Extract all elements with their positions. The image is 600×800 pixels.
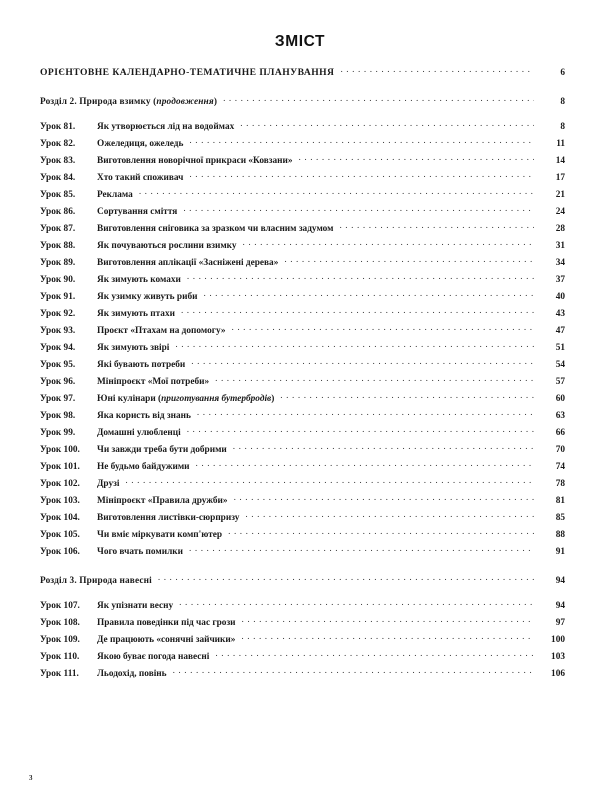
toc-entry-label: Урок 86. bbox=[40, 207, 76, 218]
toc-entry-page-number: 85 bbox=[555, 513, 565, 524]
toc-entry-label: Урок 90. bbox=[40, 275, 76, 286]
toc-entry-page-number: 103 bbox=[551, 652, 565, 663]
dot-leader bbox=[284, 256, 534, 265]
toc-entry-label: Урок 83. bbox=[40, 156, 76, 167]
toc-entry-page-number: 6 bbox=[560, 68, 565, 79]
toc-entry-page-number: 37 bbox=[555, 275, 565, 286]
dot-leader bbox=[203, 290, 534, 299]
dot-leader bbox=[215, 375, 534, 384]
toc-entry-label: Урок 108. bbox=[40, 618, 80, 629]
toc-entry-label: Урок 92. bbox=[40, 309, 76, 320]
toc-entry-title: Якою буває погода навесні bbox=[97, 652, 210, 663]
toc-entry-page-number: 70 bbox=[555, 445, 565, 456]
toc-entry-title: Правила поведінки під час грози bbox=[97, 618, 236, 629]
toc-entry-title: Виготовлення листівки-сюрпризу bbox=[97, 513, 240, 524]
dot-leader bbox=[243, 239, 534, 248]
toc-section-row[interactable] bbox=[40, 66, 565, 83]
toc-entry-title: Юні кулінари (приготування бутербродів) bbox=[97, 394, 275, 405]
toc-lesson-row[interactable] bbox=[40, 324, 565, 341]
toc-entry-title: Як упізнати весну bbox=[97, 601, 174, 612]
toc-lesson-row[interactable] bbox=[40, 460, 565, 477]
toc-lesson-row[interactable] bbox=[40, 239, 565, 256]
toc-entry-title-italic: приготування бутербродів bbox=[161, 394, 272, 405]
toc-entry-page-number: 91 bbox=[555, 547, 565, 558]
dot-leader bbox=[189, 137, 534, 146]
toc-entry-title: Як узимку живуть риби bbox=[97, 292, 198, 303]
toc-section-row[interactable] bbox=[40, 574, 565, 591]
toc-entry-label: Урок 93. bbox=[40, 326, 76, 337]
toc-entry-title: ОРІЄНТОВНЕ КАЛЕНДАРНО-ТЕМАТИЧНЕ ПЛАНУВАННЯ bbox=[40, 67, 335, 79]
toc-lesson-row[interactable] bbox=[40, 171, 565, 188]
toc-entry-title: Розділ 3. Природа навесні bbox=[40, 576, 152, 587]
toc-entry-label: Урок 105. bbox=[40, 530, 80, 541]
toc-lesson-row[interactable] bbox=[40, 154, 565, 171]
dot-leader bbox=[280, 392, 534, 401]
toc-lesson-row[interactable] bbox=[40, 477, 565, 494]
dot-leader bbox=[189, 171, 534, 180]
toc-entry-label: Урок 97. bbox=[40, 394, 76, 405]
toc-entry-label: Урок 89. bbox=[40, 258, 76, 269]
toc-lesson-row[interactable] bbox=[40, 545, 565, 562]
toc-entry-title: Виготовлення сніговика за зразком чи власним задумом bbox=[97, 224, 334, 235]
toc-entry-label: Урок 99. bbox=[40, 428, 76, 439]
toc-lesson-row[interactable] bbox=[40, 650, 565, 667]
toc-entry-label: Урок 88. bbox=[40, 241, 76, 252]
toc-lesson-row[interactable] bbox=[40, 633, 565, 650]
table-of-contents bbox=[40, 66, 565, 684]
toc-entry-page-number: 8 bbox=[560, 122, 565, 133]
dot-leader bbox=[125, 477, 534, 486]
toc-lesson-row[interactable] bbox=[40, 307, 565, 324]
dot-leader bbox=[187, 273, 534, 282]
dot-leader bbox=[339, 222, 534, 231]
toc-entry-page-number: 21 bbox=[555, 190, 565, 201]
toc-entry-label: Урок 102. bbox=[40, 479, 80, 490]
toc-entry-page-number: 94 bbox=[555, 601, 565, 612]
toc-entry-label: Урок 104. bbox=[40, 513, 80, 524]
toc-entry-title: Не будьмо байдужими bbox=[97, 462, 190, 473]
toc-entry-title: Виготовлення аплікації «Засніжені дерева» bbox=[97, 258, 279, 269]
toc-entry-title: Мініпроєкт «Правила дружби» bbox=[97, 496, 228, 507]
dot-leader bbox=[189, 545, 534, 554]
toc-lesson-row[interactable] bbox=[40, 120, 565, 137]
toc-entry-page-number: 66 bbox=[555, 428, 565, 439]
toc-entry-label: Урок 81. bbox=[40, 122, 76, 133]
toc-entry-title-italic: продовження bbox=[156, 97, 214, 108]
toc-entry-page-number: 60 bbox=[555, 394, 565, 405]
toc-lesson-row[interactable] bbox=[40, 375, 565, 392]
toc-entry-page-number: 34 bbox=[555, 258, 565, 269]
dot-leader bbox=[175, 341, 534, 350]
dot-leader bbox=[233, 443, 534, 452]
toc-entry-page-number: 17 bbox=[555, 173, 565, 184]
toc-entry-title: Виготовлення новорічної прикраси «Ковзани» bbox=[97, 156, 293, 167]
toc-entry-label: Урок 96. bbox=[40, 377, 76, 388]
toc-entry-page-number: 97 bbox=[555, 618, 565, 629]
toc-entry-page-number: 40 bbox=[555, 292, 565, 303]
toc-entry-page-number: 51 bbox=[555, 343, 565, 354]
dot-leader bbox=[223, 95, 534, 104]
toc-lesson-row[interactable] bbox=[40, 494, 565, 511]
toc-entry-label: Урок 103. bbox=[40, 496, 80, 507]
toc-entry-title: Як зимують звірі bbox=[97, 343, 170, 354]
toc-entry-label: Урок 111. bbox=[40, 669, 79, 680]
dot-leader bbox=[234, 494, 534, 503]
dot-leader bbox=[173, 667, 534, 676]
toc-lesson-row[interactable] bbox=[40, 256, 565, 273]
toc-entry-page-number: 81 bbox=[555, 496, 565, 507]
dot-leader bbox=[187, 426, 534, 435]
toc-entry-title: Льодохід, повінь bbox=[97, 669, 167, 680]
dot-leader bbox=[191, 358, 534, 367]
toc-entry-title: Хто такий споживач bbox=[97, 173, 184, 184]
page-folio: 3 bbox=[29, 774, 33, 782]
toc-lesson-row[interactable] bbox=[40, 222, 565, 239]
toc-entry-title: Сортування сміття bbox=[97, 207, 178, 218]
toc-entry-title: Як утворюється лід на водоймах bbox=[97, 122, 235, 133]
toc-entry-title: Проєкт «Птахам на допомогу» bbox=[97, 326, 226, 337]
dot-leader bbox=[228, 528, 534, 537]
toc-lesson-row[interactable] bbox=[40, 290, 565, 307]
toc-entry-page-number: 31 bbox=[555, 241, 565, 252]
dot-leader bbox=[241, 633, 534, 642]
toc-lesson-row[interactable] bbox=[40, 358, 565, 375]
toc-entry-page-number: 24 bbox=[555, 207, 565, 218]
toc-entry-page-number: 88 bbox=[555, 530, 565, 541]
toc-entry-page-number: 94 bbox=[555, 576, 565, 587]
toc-entry-page-number: 57 bbox=[555, 377, 565, 388]
toc-entry-title: Яка користь від знань bbox=[97, 411, 191, 422]
toc-entry-page-number: 28 bbox=[555, 224, 565, 235]
dot-leader bbox=[183, 205, 534, 214]
dot-leader bbox=[181, 307, 534, 316]
toc-entry-title: Як зимують комахи bbox=[97, 275, 181, 286]
dot-leader bbox=[242, 616, 534, 625]
toc-entry-page-number: 74 bbox=[555, 462, 565, 473]
toc-entry-label: Урок 85. bbox=[40, 190, 76, 201]
toc-entry-title: Чи завжди треба бути добрими bbox=[97, 445, 227, 456]
toc-lesson-row[interactable] bbox=[40, 599, 565, 616]
dot-leader bbox=[139, 188, 534, 197]
toc-entry-label: Урок 87. bbox=[40, 224, 76, 235]
toc-entry-page-number: 54 bbox=[555, 360, 565, 371]
toc-lesson-row[interactable] bbox=[40, 392, 565, 409]
toc-entry-label: Урок 100. bbox=[40, 445, 80, 456]
toc-lesson-row[interactable] bbox=[40, 137, 565, 154]
toc-lesson-row[interactable] bbox=[40, 667, 565, 684]
toc-entry-title: Ожеледиця, ожеледь bbox=[97, 139, 184, 150]
toc-entry-title: Які бувають потреби bbox=[97, 360, 186, 371]
toc-lesson-row[interactable] bbox=[40, 188, 565, 205]
dot-leader bbox=[231, 324, 534, 333]
toc-entry-page-number: 47 bbox=[555, 326, 565, 337]
toc-entry-title: Як зимують птахи bbox=[97, 309, 175, 320]
toc-entry-label: Урок 84. bbox=[40, 173, 76, 184]
toc-lesson-row[interactable] bbox=[40, 616, 565, 633]
toc-lesson-row[interactable] bbox=[40, 528, 565, 545]
toc-entry-label: Урок 98. bbox=[40, 411, 76, 422]
toc-lesson-row[interactable] bbox=[40, 341, 565, 358]
toc-lesson-row[interactable] bbox=[40, 511, 565, 528]
dot-leader bbox=[299, 154, 534, 163]
page-title: ЗМІСТ bbox=[274, 33, 326, 50]
toc-entry-title: Як почуваються рослини взимку bbox=[97, 241, 237, 252]
toc-entry-label: Урок 106. bbox=[40, 547, 80, 558]
toc-entry-page-number: 14 bbox=[555, 156, 565, 167]
dot-leader bbox=[196, 460, 534, 469]
toc-entry-page-number: 43 bbox=[555, 309, 565, 320]
toc-lesson-row[interactable] bbox=[40, 426, 565, 443]
dot-leader bbox=[245, 511, 534, 520]
toc-entry-label: Урок 107. bbox=[40, 601, 80, 612]
toc-section-row[interactable] bbox=[40, 95, 565, 112]
dot-leader bbox=[215, 650, 534, 659]
toc-entry-title: Друзі bbox=[97, 479, 120, 490]
dot-leader bbox=[240, 120, 534, 129]
toc-entry-page-number: 11 bbox=[556, 139, 565, 150]
toc-entry-page-number: 8 bbox=[560, 97, 565, 108]
dot-leader bbox=[179, 599, 534, 608]
toc-entry-page-number: 100 bbox=[551, 635, 565, 646]
toc-entry-title: Розділ 2. Природа взимку (продовження) bbox=[40, 97, 218, 108]
toc-lesson-row[interactable] bbox=[40, 443, 565, 460]
toc-entry-label: Урок 91. bbox=[40, 292, 76, 303]
toc-entry-label: Урок 101. bbox=[40, 462, 80, 473]
toc-entry-page-number: 106 bbox=[551, 669, 565, 680]
dot-leader bbox=[197, 409, 534, 418]
toc-entry-page-number: 78 bbox=[555, 479, 565, 490]
toc-entry-label: Урок 109. bbox=[40, 635, 80, 646]
toc-lesson-row[interactable] bbox=[40, 205, 565, 222]
toc-entry-title: Домашні улюбленці bbox=[97, 428, 181, 439]
toc-entry-title: Реклама bbox=[97, 190, 133, 201]
toc-entry-label: Урок 82. bbox=[40, 139, 76, 150]
toc-entry-title: Де працюють «сонячні зайчики» bbox=[97, 635, 236, 646]
toc-entry-title: Мініпроєкт «Мої потреби» bbox=[97, 377, 210, 388]
toc-entry-label: Урок 110. bbox=[40, 652, 80, 663]
toc-lesson-row[interactable] bbox=[40, 409, 565, 426]
dot-leader bbox=[340, 66, 534, 75]
toc-entry-page-number: 63 bbox=[555, 411, 565, 422]
dot-leader bbox=[158, 574, 534, 583]
toc-entry-title: Чи вміє міркувати комп'ютер bbox=[97, 530, 223, 541]
toc-entry-label: Урок 95. bbox=[40, 360, 76, 371]
toc-entry-label: Урок 94. bbox=[40, 343, 76, 354]
toc-lesson-row[interactable] bbox=[40, 273, 565, 290]
toc-entry-title: Чого вчать помилки bbox=[97, 547, 184, 558]
